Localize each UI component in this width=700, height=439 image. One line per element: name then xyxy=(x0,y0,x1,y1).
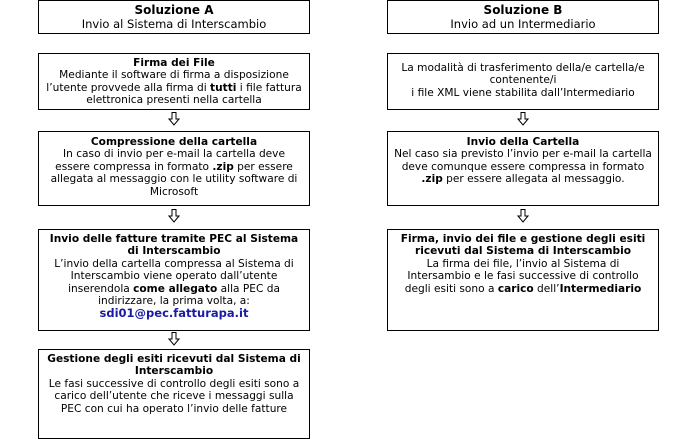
b-step-firma-invio xyxy=(387,229,659,331)
solution-a-title: Soluzione A xyxy=(134,3,214,17)
down-arrow-icon xyxy=(517,209,529,223)
down-arrow-icon xyxy=(168,112,180,126)
a-step-firma-text: Mediante il software di firma a disposizione l’utente provvede alla firma di tutti i file fattura elettronica presenti nella cartella xyxy=(46,69,302,107)
a-step-invio-pec-text: L’invio della cartella compressa al Sistema di Interscambio viene operato dall’utente inserendola come allegato alla PEC da indirizzare, la prima volta, a: xyxy=(54,257,294,308)
solution-b-title: Soluzione B xyxy=(483,3,563,17)
solution-b-subtitle: Invio ad un Intermediario xyxy=(450,17,596,31)
a-step-firma-title: Firma dei File xyxy=(133,57,215,69)
a-step-firma xyxy=(38,53,310,110)
b-step-invio-cartella-text: Nel caso sia previsto l’invio per e-mail la cartella deve comunque essere compressa in formato .zip per essere allegata al messaggio. xyxy=(394,148,652,186)
a-step-compressione-title: Compressione della cartella xyxy=(90,136,258,148)
down-arrow-icon xyxy=(168,209,180,223)
b-step-invio-cartella xyxy=(387,131,659,206)
solution-a-header xyxy=(38,0,310,34)
a-step-compressione xyxy=(38,131,310,206)
b-step-firma-invio-title: Firma, invio dei file e gestione degli esiti ricevuti dal Sistema di Interscambio xyxy=(400,233,646,258)
b-step-modalita-text-2: i file XML viene stabilita dall’Intermediario xyxy=(411,86,635,99)
a-step-gestione-esiti xyxy=(38,349,310,439)
a-step-gestione-esiti-text: Le fasi successive di controllo degli esiti sono a carico dell’utente che riceve i messaggi sulla PEC con cui ha operato l’invio delle fatture xyxy=(48,377,300,415)
down-arrow-icon xyxy=(517,112,529,126)
a-step-invio-pec xyxy=(38,229,310,331)
solution-b-header xyxy=(387,0,659,34)
b-step-modalita xyxy=(387,53,659,110)
a-step-invio-pec-title: Invio delle fatture tramite PEC al Sistema di Interscambio xyxy=(49,233,299,258)
solution-a-subtitle: Invio al Sistema di Interscambio xyxy=(81,17,267,31)
a-step-compressione-text: In caso di invio per e-mail la cartella deve essere compressa in formato .zip per essere allegata al messaggio con le utility software di Microsoft xyxy=(50,148,298,198)
email-link[interactable]: sdi01@pec.fatturapa.it xyxy=(99,306,249,321)
b-step-invio-cartella-title: Invio della Cartella xyxy=(466,136,580,148)
b-step-firma-invio-text: La firma dei file, l’invio al Sistema di Intersambio e le fasi successive di controllo degli esiti sono a carico dell’Intermediario xyxy=(404,257,642,295)
b-step-modalita-text-1: La modalità di trasferimento della/e cartella/e contenente/i xyxy=(401,62,645,87)
a-step-gestione-esiti-title: Gestione degli esiti ricevuti dal Sistema di Interscambio xyxy=(47,353,301,378)
down-arrow-icon xyxy=(168,332,180,346)
